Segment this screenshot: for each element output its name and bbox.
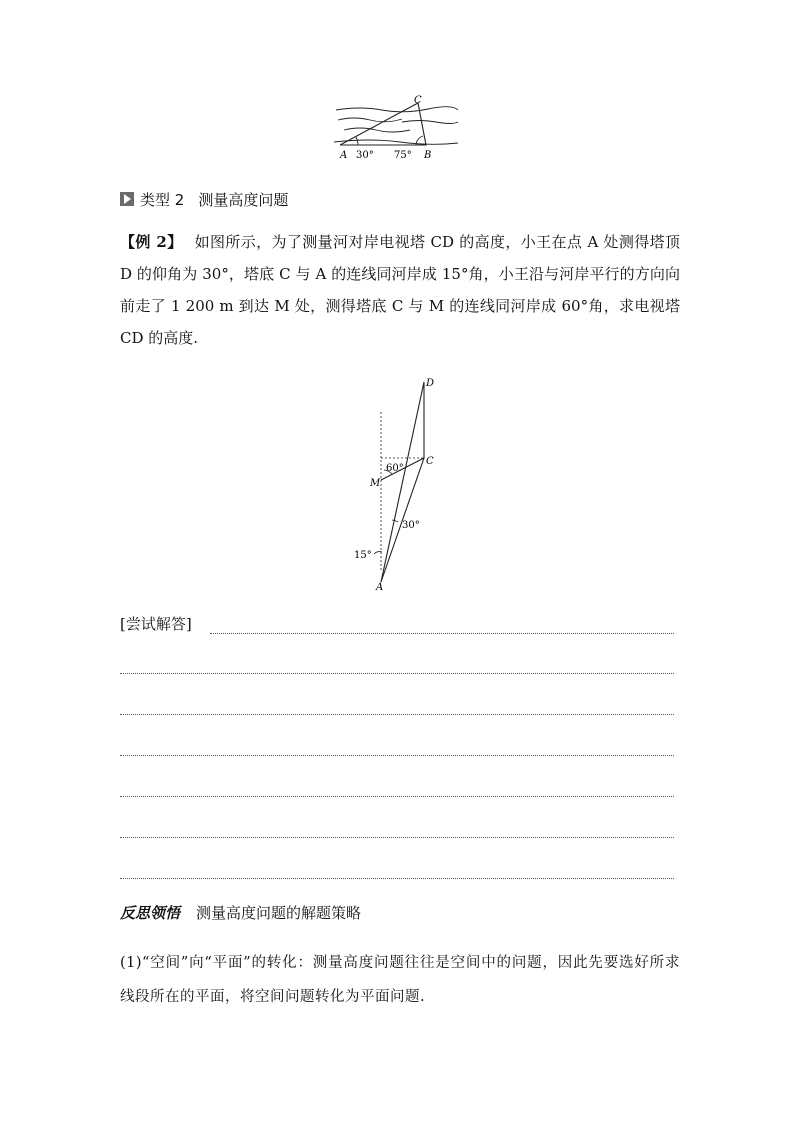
answer-line[interactable] [120,878,674,879]
attempt-label: [尝试解答] [120,615,192,633]
section-heading [120,188,288,210]
label-angle-30: 30° [402,520,420,531]
river-triangle-figure [330,92,462,162]
reflection-title: 测量高度问题的解题策略 [196,904,362,922]
play-triangle-icon [120,192,134,206]
reflection-tag: 反思领悟 [120,904,181,922]
angle-arc-a-elev [392,520,398,522]
label-point-a: A [340,150,348,161]
label-point-c: C [414,95,422,106]
label-angle-15: 15° [354,550,372,561]
strategy-paragraph: (1)“空间”向“平面”的转化：测量高度问题往往是空间中的问题，因此先要选好所求线段所在的平面，将空间问题转化为平面问题. [120,955,680,1005]
label-angle-60: 60° [386,463,404,474]
answer-line[interactable] [120,714,674,715]
answer-line[interactable] [120,673,674,674]
label-angle-30: 30° [356,150,374,161]
label-point-d: D [426,378,435,389]
angle-arc-a [356,137,358,145]
attempt-answer-row [120,613,674,634]
river-wave-line [334,140,458,144]
label-point-m: M [370,478,381,489]
reflection-heading [120,902,361,923]
river-wave-line [402,121,458,124]
label-angle-75: 75° [394,150,412,161]
tower-height-figure [340,372,452,594]
answer-line[interactable] [120,837,674,838]
answer-line[interactable] [120,755,674,756]
river-wave-line [344,128,410,132]
label-point-a: A [376,582,384,593]
river-wave-line [338,118,402,122]
river-wave-line [336,107,458,112]
line-ad [381,382,424,582]
label-point-c: C [426,456,434,467]
example-tag: 【例 2】 [120,233,183,251]
answer-line[interactable] [210,617,674,634]
label-point-b: B [424,150,432,161]
section-tag: 类型 2 [140,190,185,209]
triangle-abc [340,103,426,145]
section-title: 测量高度问题 [198,190,289,209]
answer-line[interactable] [120,796,674,797]
example-problem [120,226,680,354]
example-text: 如图所示，为了测量河对岸电视塔 CD 的高度，小王在点 A 处测得塔顶 D 的仰角为 30°，塔底 C 与 A 的连线同河岸成 15°角，小王沿与河岸平行的方向向前走了 1 200 m 到达 M 处，测得塔底 C 与 M 的连线同河岸成 60°角，求电视塔 CD 的高度. [120,233,680,347]
